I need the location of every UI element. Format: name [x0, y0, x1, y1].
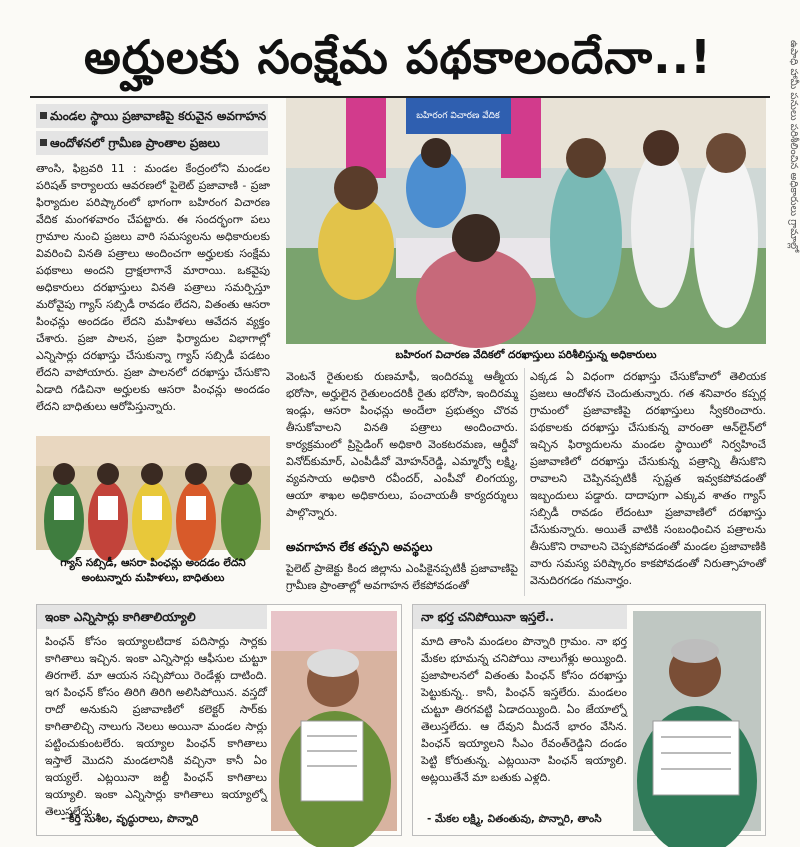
women-photo — [36, 436, 270, 550]
elderly-woman-photo — [271, 611, 397, 831]
widow-photo — [633, 611, 761, 831]
headline: అర్హులకు సంక్షేమ పథకాలందేనా..! — [83, 30, 713, 84]
main-story-subhead: అవగాహన లేక తప్పని అవస్థలు — [286, 540, 433, 554]
quote-box-left — [36, 604, 402, 836]
deck-line-1: మండల స్థాయి ప్రజావాణిపై కరువైన అవగాహన — [36, 104, 268, 128]
quote-box-left-signoff: - కీర్తి సుశీల, వృద్ధురాలు, పొన్నారి — [61, 813, 199, 825]
women-photo-scene — [36, 436, 270, 550]
main-photo-caption: బహిరంగ విచారణ వేదికలో దరఖాస్తులు పరిశీలిస్తున్న అధికారులు — [395, 349, 657, 361]
quote-box-left-title: ఇంకా ఎన్నిసార్లు కాగితాలియ్యాలి — [37, 605, 267, 629]
quote-box-right-title: నా భర్త చనిపోయినా ఇస్తలే.. — [413, 605, 627, 629]
quote-box-right — [412, 604, 766, 836]
deck-line-2: ఆందోళనలో గ్రామీణ ప్రాంతాల ప్రజలు — [36, 131, 268, 155]
main-photo — [286, 98, 766, 344]
women-photo-caption: గ్యాస్ సబ్సిడీ, ఆసరా పింఛన్లు అందడం లేదని అంటున్నారు మహిళలు, బాధితులు — [60, 557, 246, 584]
main-story-col1: తాంసి, ఫిబ్రవరి 11 : మండల కేంద్రంలోని మండల పరిషత్ కార్యాలయ ఆవరణలో పైలెట్ ప్రజావాణి - ప్రజా ఫిర్యాదుల పరిష్కారంలో భాగంగా బహిరంగ విచారణ వేదిక మంగళవారం చేపట్టారు. ఈ సందర్భంగా పలు గ్రామాల నుంచి ప్రజలు వారి సమస్యలను అధికారులకు వివరించి వినతి పత్రాలు అందించగా అర్హులకు సంక్షేమ పథకాలు అందని ద్రాక్షలాగానే మారాయి. ఒకవైపు అధికారులు దరఖాస్తులు వినతి పత్రాలు సమర్పిస్తూ మరోవైపు గ్యాస్ సబ్సిడీ రావడం లేదని, వితంతు ఆసరా పింఛన్లు అందడం లేదని మహిళలు ఆవేదన వ్యక్తం చేశారు. ప్రజా పాలన, ప్రజా ఫిర్యాదుల విభాగాల్లో ఎన్నిసార్లు దరఖాస్తు చేసుకున్నా గ్యాస్ సబ్సిడీ పడటం లేదని వాపోయారు. ప్రజా పాలనలో దరఖాస్తు చేసుకొని ఏడాది గడిచినా అర్హులకు ఆసరా పింఛన్లు అందడం లేదని బాధితులు ఆరోపిస్తున్నారు. — [36, 162, 270, 413]
widow-scene — [633, 611, 761, 831]
main-photo-banner: బహిరంగ విచారణ వేదిక — [416, 111, 500, 121]
quote-box-right-body: మాది తాంసి మండలం పొన్నారి గ్రామం. నా భర్త మేకల భూమన్న చనిపోయి నాలుగేళ్లు అయ్యింది. ప్రజాపాలనలో వితంతు పింఛన్ కోసం దరఖాస్తు పెట్టుకున్న.. కానీ, పింఛన్ ఇస్తలేరు. మండలం చుట్టూ తిరగవట్టి ఏడాదయ్యింది. ఏం జేయాల్నో తెలుస్తలేదు. ఆ దేవుని మీదనే భారం వేసిన. పింఛన్ ఇయ్యాలని సీఎం రేవంత్‌రెడ్డిని దండం పెట్టి కోరుతున్న. ఎట్లయినా పింఛన్ ఇయ్యాలి. అట్లయితేనే మా బతుకు ఎళ్లది. — [421, 635, 627, 784]
quote-box-right-signoff: - మేకల లక్ష్మి, వితంతువు, పొన్నారి, తాంసి — [427, 813, 602, 825]
main-photo-scene — [286, 98, 766, 344]
main-story-col3: ఎక్కడ ఏ విధంగా దరఖాస్తు చేసుకోవాలో తెలియక ప్రజలు ఆందోళన చెందుతున్నారు. గత శనివారం కప్పర్ల గ్రామంలో ప్రజావాణిపై దరఖాస్తులు స్వీకరించారు. పథకాలకు దరఖాస్తు చేసుకున్న వారంతా ఆన్‌లైన్‌లో ఇచ్చిన ఫిర్యాదులను మండల స్థాయిలో నిర్వహించే ప్రజావాణిలో దరఖాస్తు చేసుకున్న పత్రాన్ని తీసుకొని రావాలని చెప్పినప్పటికీ స్పష్టత ఇవ్వకపోవడంతో ఇబ్బందులు పడ్డారు. దాదాపుగా ఎక్కువ శాతం గ్యాస్ సబ్సిడీ రావడం లేదంటూ ప్రజావాణిలో దరఖాస్తు చేసుకున్నారు. అయితే వాటికి సంబంధించిన పత్రాలను తీసుకొని రావాలని చెప్పకపోవడంతో మండల ప్రజావాణికి వారు సమస్య పరిష్కారం కాకపోవడంతో నిరుత్సాహంతో వెనుదిరగడం గమనార్హం. — [530, 370, 766, 587]
elderly-woman-scene — [271, 611, 397, 831]
quote-box-left-body: పింఛన్ కోసం ఇయ్యాలటిదాక పదిసార్లు సార్లకు కాగితాలు ఇచ్చిన. ఇంకా ఎన్నిసార్లు ఆఫీసుల చుట్టూ తిరగాలే. మా ఆయన సచ్చిపోయి రెండేళ్లు దాటింది. ఇగ పింఛన్ కోసం తిరిగి తిరిగి అలిసిపోయిన. వస్తదో రాదో అనుకుని ప్రజావాణిలో కలెక్టర్ సార్‌కు కాగితాలిచ్చి నాలుగు నెలలు అయినా మండల సార్లు పట్టించుకుంటలేరు. ఇయ్యాల పింఛన్ కాగితాలు ఇస్తాలే మొదని మండలానికి వచ్చినా కానీ ఏం ఇయ్యలే. ఎట్లయినా జల్దీ పింఛన్ కాగితాలు ఇయ్యాలి. ఇంకా ఎన్నిసార్లు కాగితాలు ఇయ్యాల్నో తెలుస్తలేదు. — [45, 635, 267, 818]
main-story-col2b: పైలెట్ ప్రాజెక్టు కింద జిల్లాను ఎంపికైనప్పటికీ ప్రజావాణిపై గ్రామీణ ప్రాంతాల్లో అవగాహన లేకపోవడంతో — [286, 562, 518, 592]
adjacent-page-edge: ఉపాధి హామీ పనులు పరిశీలించిన అధికారులు గ్రామాల్లో — [788, 40, 799, 253]
column-divider — [524, 368, 525, 596]
main-story-col2: వెంటనే రైతులకు రుణమాఫీ, ఇందిరమ్మ ఆత్మీయ భరోసా, అర్హులైన రైతులందరికీ రైతు భరోసా, ఇందిరమ్మ ఇండ్లు, ఆసరా పింఛన్లు అందేలా ప్రభుత్వం చొరవ తీసుకోవాలని వినతి పత్రాలు అందించారు. కార్యక్రమంలో ప్రిసైడింగ్ అధికారి వెంకటరమణ, ఆర్డీవో వినోద్‌కుమార్, ఎంపీడీవో మోహన్‌రెడ్డి, ఎమ్మార్వో లక్ష్మి, వ్యవసాయ అధికారి రవీందర్, ఎంపీవో లింగయ్య, ఆయా శాఖల అధికారులు, పంచాయతీ కార్యదర్శులు పాల్గొన్నారు. — [286, 370, 518, 519]
